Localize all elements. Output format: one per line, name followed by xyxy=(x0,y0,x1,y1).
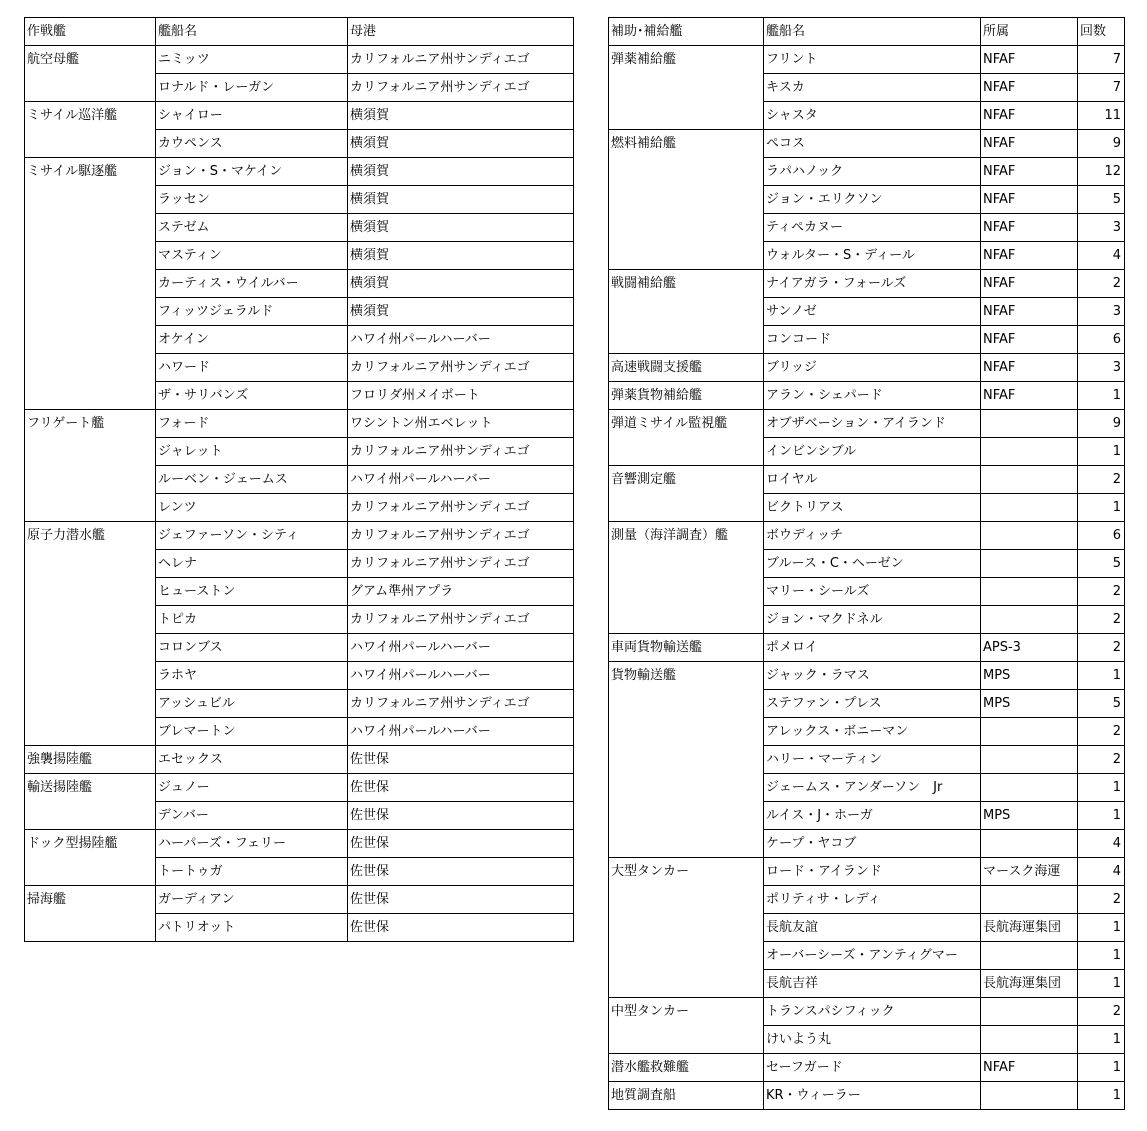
ship-name-cell: アラン・シェパード xyxy=(764,382,981,410)
table-row xyxy=(609,1054,1125,1082)
table-row xyxy=(609,130,1125,158)
count-cell: 2 xyxy=(1078,998,1125,1026)
affiliation-cell: NFAF xyxy=(981,270,1078,298)
count-cell: 1 xyxy=(1078,438,1125,466)
ship-name-cell: ナイアガラ・フォールズ xyxy=(764,270,981,298)
ship-name-cell: ガーディアン xyxy=(156,886,348,914)
category-cell: 大型タンカー xyxy=(609,858,764,998)
category-cell: 測量（海洋調査）艦 xyxy=(609,522,764,634)
table-row xyxy=(609,46,1125,74)
ship-name-cell: フォード xyxy=(156,410,348,438)
count-cell: 2 xyxy=(1078,718,1125,746)
ship-name-cell: ルイス・J・ホーガ xyxy=(764,802,981,830)
count-cell: 1 xyxy=(1078,970,1125,998)
affiliation-cell xyxy=(981,998,1078,1026)
ship-name-cell: ニミッツ xyxy=(156,46,348,74)
affiliation-cell: マースク海運 xyxy=(981,858,1078,886)
home-port-cell: カリフォルニア州サンディエゴ xyxy=(348,354,574,382)
affiliation-cell: APS-3 xyxy=(981,634,1078,662)
affiliation-cell: MPS xyxy=(981,802,1078,830)
home-port-cell: ハワイ州パールハーバー xyxy=(348,718,574,746)
ship-name-cell: シャイロー xyxy=(156,102,348,130)
table-row xyxy=(25,46,574,74)
ship-name-cell: 長航友誼 xyxy=(764,914,981,942)
category-cell: 車両貨物輸送艦 xyxy=(609,634,764,662)
ship-name-cell: カーティス・ウイルバー xyxy=(156,270,348,298)
affiliation-cell: NFAF xyxy=(981,214,1078,242)
table-row xyxy=(25,746,574,774)
category-cell: フリゲート艦 xyxy=(25,410,156,522)
ship-name-cell: マスティン xyxy=(156,242,348,270)
affiliation-cell xyxy=(981,606,1078,634)
ship-name-cell: ラッセン xyxy=(156,186,348,214)
ship-name-cell: けいよう丸 xyxy=(764,1026,981,1054)
ship-name-cell: ジェームス・アンダーソン Jr xyxy=(764,774,981,802)
ship-name-cell: ブレマートン xyxy=(156,718,348,746)
table-row xyxy=(25,522,574,550)
table-row xyxy=(25,774,574,802)
count-cell: 2 xyxy=(1078,634,1125,662)
home-port-cell: 横須賀 xyxy=(348,158,574,186)
combatant-ships-table xyxy=(24,17,574,942)
affiliation-cell xyxy=(981,438,1078,466)
ship-name-cell: ジュノー xyxy=(156,774,348,802)
table-row xyxy=(609,354,1125,382)
header-home-port: 母港 xyxy=(348,18,574,46)
category-cell: 潜水艦救難艦 xyxy=(609,1054,764,1082)
home-port-cell: 佐世保 xyxy=(348,914,574,942)
count-cell: 4 xyxy=(1078,242,1125,270)
header-count: 回数 xyxy=(1078,18,1125,46)
ship-name-cell: ハーパーズ・フェリー xyxy=(156,830,348,858)
ship-name-cell: ロイヤル xyxy=(764,466,981,494)
table-row xyxy=(609,858,1125,886)
count-cell: 1 xyxy=(1078,1082,1125,1110)
count-cell: 7 xyxy=(1078,46,1125,74)
count-cell: 9 xyxy=(1078,130,1125,158)
ship-name-cell: パトリオット xyxy=(156,914,348,942)
affiliation-cell xyxy=(981,466,1078,494)
ship-name-cell: マリー・シールズ xyxy=(764,578,981,606)
affiliation-cell: MPS xyxy=(981,690,1078,718)
home-port-cell: ハワイ州パールハーバー xyxy=(348,466,574,494)
category-cell: 原子力潜水艦 xyxy=(25,522,156,746)
affiliation-cell xyxy=(981,718,1078,746)
affiliation-cell: NFAF xyxy=(981,298,1078,326)
affiliation-cell: NFAF xyxy=(981,130,1078,158)
ship-name-cell: KR・ウィーラー xyxy=(764,1082,981,1110)
category-cell: ミサイル巡洋艦 xyxy=(25,102,156,158)
category-cell: 高速戦闘支援艦 xyxy=(609,354,764,382)
table-row xyxy=(609,662,1125,690)
home-port-cell: 佐世保 xyxy=(348,746,574,774)
home-port-cell: ワシントン州エベレット xyxy=(348,410,574,438)
table-row xyxy=(609,382,1125,410)
count-cell: 5 xyxy=(1078,550,1125,578)
count-cell: 3 xyxy=(1078,298,1125,326)
ship-name-cell: ブルース・C・ヘーゼン xyxy=(764,550,981,578)
ship-name-cell: キスカ xyxy=(764,74,981,102)
affiliation-cell: NFAF xyxy=(981,354,1078,382)
ship-name-cell: デンバー xyxy=(156,802,348,830)
ship-name-cell: ジョン・S・マケイン xyxy=(156,158,348,186)
home-port-cell: 佐世保 xyxy=(348,774,574,802)
ship-name-cell: フリント xyxy=(764,46,981,74)
affiliation-cell: NFAF xyxy=(981,242,1078,270)
home-port-cell: カリフォルニア州サンディエゴ xyxy=(348,438,574,466)
category-cell: 戦闘補給艦 xyxy=(609,270,764,354)
category-cell: 航空母艦 xyxy=(25,46,156,102)
category-cell: 貨物輸送艦 xyxy=(609,662,764,858)
table-row xyxy=(25,830,574,858)
affiliation-cell: 長航海運集団 xyxy=(981,970,1078,998)
ship-name-cell: ジョン・マクドネル xyxy=(764,606,981,634)
ship-name-cell: ステファン・プレス xyxy=(764,690,981,718)
ship-name-cell: アッシュビル xyxy=(156,690,348,718)
count-cell: 2 xyxy=(1078,578,1125,606)
category-cell: ドック型揚陸艦 xyxy=(25,830,156,886)
ship-name-cell: ロナルド・レーガン xyxy=(156,74,348,102)
ship-name-cell: ラホヤ xyxy=(156,662,348,690)
ship-name-cell: アレックス・ボニーマン xyxy=(764,718,981,746)
ship-name-cell: ジョン・エリクソン xyxy=(764,186,981,214)
count-cell: 4 xyxy=(1078,830,1125,858)
category-cell: 弾道ミサイル監視艦 xyxy=(609,410,764,466)
category-cell: 燃料補給艦 xyxy=(609,130,764,270)
affiliation-cell xyxy=(981,1026,1078,1054)
category-cell: 輸送揚陸艦 xyxy=(25,774,156,830)
count-cell: 1 xyxy=(1078,662,1125,690)
affiliation-cell: NFAF xyxy=(981,382,1078,410)
count-cell: 1 xyxy=(1078,802,1125,830)
table-row xyxy=(609,1082,1125,1110)
count-cell: 1 xyxy=(1078,942,1125,970)
home-port-cell: ハワイ州パールハーバー xyxy=(348,326,574,354)
ship-name-cell: エセックス xyxy=(156,746,348,774)
home-port-cell: グアム準州アプラ xyxy=(348,578,574,606)
home-port-cell: 横須賀 xyxy=(348,242,574,270)
count-cell: 5 xyxy=(1078,690,1125,718)
count-cell: 1 xyxy=(1078,774,1125,802)
home-port-cell: ハワイ州パールハーバー xyxy=(348,662,574,690)
home-port-cell: 横須賀 xyxy=(348,102,574,130)
home-port-cell: 佐世保 xyxy=(348,802,574,830)
ship-name-cell: ウォルター・S・ディール xyxy=(764,242,981,270)
ship-name-cell: インビンシブル xyxy=(764,438,981,466)
ship-name-cell: ペコス xyxy=(764,130,981,158)
affiliation-cell: NFAF xyxy=(981,326,1078,354)
ship-name-cell: ケープ・ヤコブ xyxy=(764,830,981,858)
count-cell: 11 xyxy=(1078,102,1125,130)
ship-name-cell: ヘレナ xyxy=(156,550,348,578)
count-cell: 1 xyxy=(1078,382,1125,410)
category-cell: 音響測定艦 xyxy=(609,466,764,522)
ship-name-cell: フィッツジェラルド xyxy=(156,298,348,326)
affiliation-cell xyxy=(981,494,1078,522)
category-cell: 弾薬補給艦 xyxy=(609,46,764,130)
ship-name-cell: コロンブス xyxy=(156,634,348,662)
header-ship-name: 艦船名 xyxy=(156,18,348,46)
ship-name-cell: トートゥガ xyxy=(156,858,348,886)
ship-name-cell: ポリティサ・レディ xyxy=(764,886,981,914)
table-row xyxy=(25,158,574,186)
ship-name-cell: ポメロイ xyxy=(764,634,981,662)
ship-name-cell: オブザベーション・アイランド xyxy=(764,410,981,438)
home-port-cell: 佐世保 xyxy=(348,886,574,914)
table-row xyxy=(25,410,574,438)
home-port-cell: カリフォルニア州サンディエゴ xyxy=(348,494,574,522)
affiliation-cell xyxy=(981,410,1078,438)
count-cell: 2 xyxy=(1078,270,1125,298)
home-port-cell: 横須賀 xyxy=(348,214,574,242)
ship-name-cell: オーバーシーズ・アンティグマー xyxy=(764,942,981,970)
affiliation-cell xyxy=(981,746,1078,774)
count-cell: 1 xyxy=(1078,494,1125,522)
affiliation-cell xyxy=(981,1082,1078,1110)
ship-name-cell: ティペカヌー xyxy=(764,214,981,242)
ship-name-cell: 長航吉祥 xyxy=(764,970,981,998)
affiliation-cell: NFAF xyxy=(981,158,1078,186)
count-cell: 2 xyxy=(1078,886,1125,914)
ship-name-cell: ハワード xyxy=(156,354,348,382)
home-port-cell: 横須賀 xyxy=(348,186,574,214)
ship-name-cell: ステゼム xyxy=(156,214,348,242)
affiliation-cell xyxy=(981,830,1078,858)
ship-name-cell: セーフガード xyxy=(764,1054,981,1082)
count-cell: 3 xyxy=(1078,214,1125,242)
affiliation-cell xyxy=(981,522,1078,550)
table-row xyxy=(609,270,1125,298)
ship-name-cell: ハリー・マーティン xyxy=(764,746,981,774)
count-cell: 2 xyxy=(1078,466,1125,494)
count-cell: 6 xyxy=(1078,326,1125,354)
affiliation-cell xyxy=(981,942,1078,970)
count-cell: 1 xyxy=(1078,1054,1125,1082)
home-port-cell: ハワイ州パールハーバー xyxy=(348,634,574,662)
count-cell: 2 xyxy=(1078,606,1125,634)
ship-name-cell: レンツ xyxy=(156,494,348,522)
affiliation-cell: NFAF xyxy=(981,1054,1078,1082)
affiliation-cell xyxy=(981,550,1078,578)
header-row xyxy=(25,18,574,46)
table-row xyxy=(609,634,1125,662)
ship-name-cell: ルーベン・ジェームス xyxy=(156,466,348,494)
ship-name-cell: トピカ xyxy=(156,606,348,634)
table-row xyxy=(609,410,1125,438)
home-port-cell: カリフォルニア州サンディエゴ xyxy=(348,74,574,102)
auxiliary-ships-table xyxy=(608,17,1125,1110)
count-cell: 5 xyxy=(1078,186,1125,214)
header-ship-type: 作戦艦 xyxy=(25,18,156,46)
home-port-cell: カリフォルニア州サンディエゴ xyxy=(348,522,574,550)
count-cell: 12 xyxy=(1078,158,1125,186)
home-port-cell: フロリダ州メイポート xyxy=(348,382,574,410)
ship-name-cell: ビクトリアス xyxy=(764,494,981,522)
home-port-cell: カリフォルニア州サンディエゴ xyxy=(348,690,574,718)
affiliation-cell: 長航海運集団 xyxy=(981,914,1078,942)
ship-name-cell: ジェファーソン・シティ xyxy=(156,522,348,550)
ship-name-cell: シャスタ xyxy=(764,102,981,130)
ship-name-cell: ボウディッチ xyxy=(764,522,981,550)
ship-name-cell: オケイン xyxy=(156,326,348,354)
category-cell: 中型タンカー xyxy=(609,998,764,1054)
ship-name-cell: ラパハノック xyxy=(764,158,981,186)
affiliation-cell: NFAF xyxy=(981,186,1078,214)
category-cell: 地質調査船 xyxy=(609,1082,764,1110)
ship-name-cell: ヒューストン xyxy=(156,578,348,606)
home-port-cell: 佐世保 xyxy=(348,830,574,858)
category-cell: ミサイル駆逐艦 xyxy=(25,158,156,410)
ship-name-cell: ロード・アイランド xyxy=(764,858,981,886)
ship-name-cell: ジャレット xyxy=(156,438,348,466)
ship-name-cell: サンノゼ xyxy=(764,298,981,326)
table-row xyxy=(609,522,1125,550)
count-cell: 1 xyxy=(1078,914,1125,942)
count-cell: 2 xyxy=(1078,746,1125,774)
category-cell: 掃海艦 xyxy=(25,886,156,942)
count-cell: 4 xyxy=(1078,858,1125,886)
table-row xyxy=(609,998,1125,1026)
count-cell: 7 xyxy=(1078,74,1125,102)
affiliation-cell: NFAF xyxy=(981,46,1078,74)
ship-name-cell: ザ・サリバンズ xyxy=(156,382,348,410)
category-cell: 強襲揚陸艦 xyxy=(25,746,156,774)
home-port-cell: カリフォルニア州サンディエゴ xyxy=(348,606,574,634)
home-port-cell: 佐世保 xyxy=(348,858,574,886)
count-cell: 9 xyxy=(1078,410,1125,438)
affiliation-cell xyxy=(981,886,1078,914)
header-ship-type: 補助･補給艦 xyxy=(609,18,764,46)
header-ship-name: 艦船名 xyxy=(764,18,981,46)
count-cell: 6 xyxy=(1078,522,1125,550)
home-port-cell: カリフォルニア州サンディエゴ xyxy=(348,46,574,74)
home-port-cell: カリフォルニア州サンディエゴ xyxy=(348,550,574,578)
count-cell: 1 xyxy=(1078,1026,1125,1054)
header-row xyxy=(609,18,1125,46)
category-cell: 弾薬貨物補給艦 xyxy=(609,382,764,410)
table-row xyxy=(25,102,574,130)
home-port-cell: 横須賀 xyxy=(348,298,574,326)
ship-name-cell: カウペンス xyxy=(156,130,348,158)
ship-name-cell: トランスパシフィック xyxy=(764,998,981,1026)
affiliation-cell: NFAF xyxy=(981,74,1078,102)
affiliation-cell: MPS xyxy=(981,662,1078,690)
table-row xyxy=(609,466,1125,494)
affiliation-cell xyxy=(981,578,1078,606)
affiliation-cell xyxy=(981,774,1078,802)
table-row xyxy=(25,886,574,914)
ship-name-cell: ジャック・ラマス xyxy=(764,662,981,690)
affiliation-cell: NFAF xyxy=(981,102,1078,130)
header-affiliation: 所属 xyxy=(981,18,1078,46)
count-cell: 3 xyxy=(1078,354,1125,382)
home-port-cell: 横須賀 xyxy=(348,270,574,298)
ship-name-cell: ブリッジ xyxy=(764,354,981,382)
home-port-cell: 横須賀 xyxy=(348,130,574,158)
ship-name-cell: コンコード xyxy=(764,326,981,354)
